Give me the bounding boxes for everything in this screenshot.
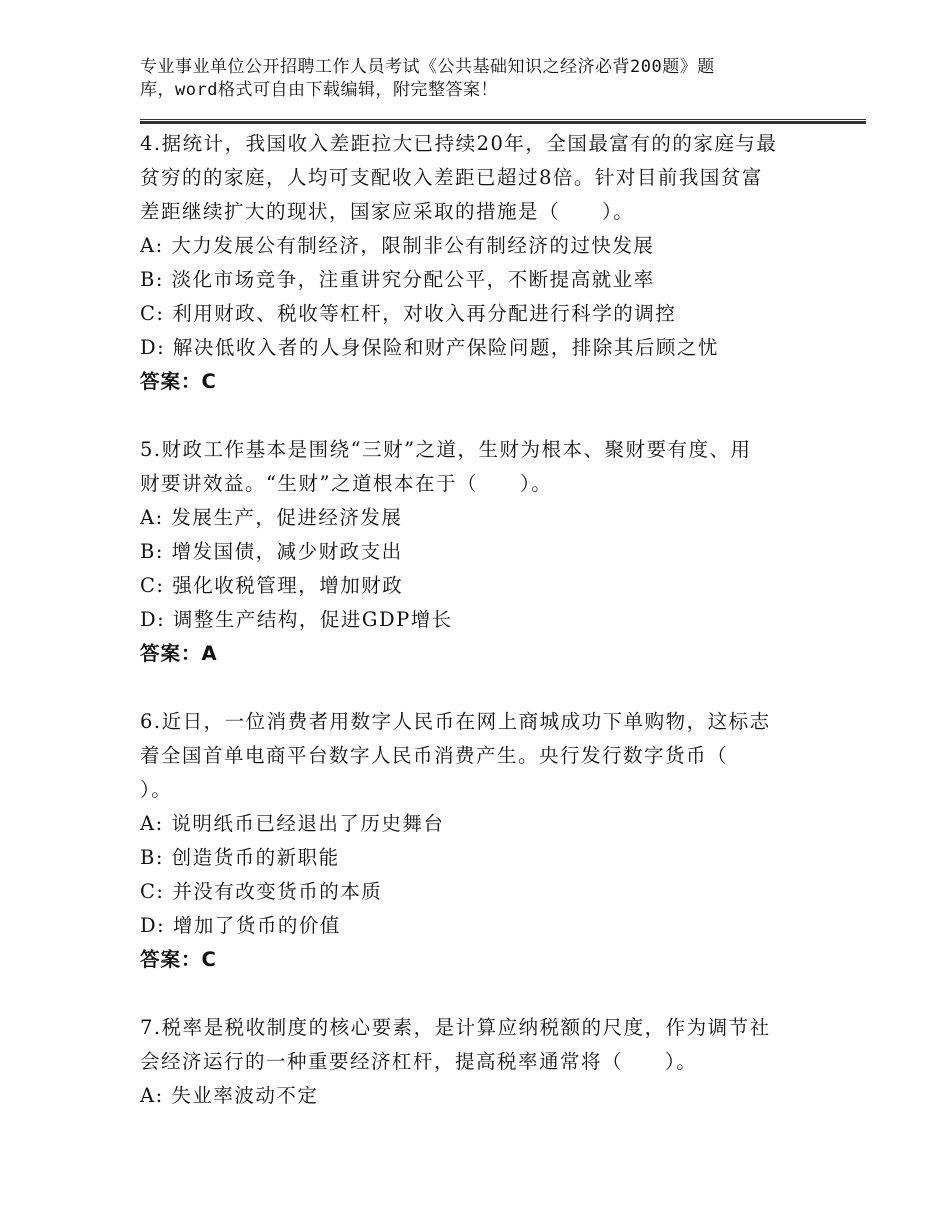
question-text-line: 5.财政工作基本是围绕“三财”之道，生财为根本、聚财要有度、用 — [140, 438, 752, 461]
option-a: A: 说明纸币已经退出了历史舞台 — [140, 812, 445, 835]
option-d: D: 调整生产结构，促进GDP增长 — [140, 608, 453, 631]
option-a: A: 发展生产，促进经济发展 — [140, 506, 403, 529]
question-text-line: 7.税率是税收制度的核心要素，是计算应纳税额的尺度，作为调节社 — [140, 1016, 771, 1039]
page-header — [140, 56, 840, 102]
header-line-1: 专业事业单位公开招聘工作人员考试《公共基础知识之经济必背200题》题 — [140, 57, 715, 77]
question-text-line: 差距继续扩大的现状，国家应采取的措施是（ ）。 — [140, 200, 635, 223]
question-list — [140, 127, 850, 1113]
option-c: C: 利用财政、税收等杠杆，对收入再分配进行科学的调控 — [140, 302, 677, 325]
question-text-line: 着全国首单电商平台数字人民币消费产生。央行发行数字货币（ — [140, 744, 729, 767]
option-c: C: 强化收税管理，增加财政 — [140, 574, 404, 597]
answer-label: 答案：A — [140, 642, 218, 665]
option-a: A: 大力发展公有制经济，限制非公有制经济的过快发展 — [140, 234, 655, 257]
answer-label: 答案：C — [140, 370, 217, 393]
option-d: D: 解决低收入者的人身保险和财产保险问题，排除其后顾之忧 — [140, 336, 719, 359]
question-text-line: 贫穷的的家庭，人均可支配收入差距已超过8倍。针对目前我国贫富 — [140, 166, 763, 189]
header-line-2: 库，word格式可自由下载编辑，附完整答案！ — [140, 80, 498, 100]
question-spacer — [140, 977, 850, 1011]
question-text-line: 4.据统计，我国收入差距拉大已持续20年，全国最富有的的家庭与最 — [140, 132, 778, 155]
question-spacer — [140, 399, 850, 433]
option-c: C: 并没有改变货币的本质 — [140, 880, 383, 903]
option-b: B: 淡化市场竞争，注重讲究分配公平，不断提高就业率 — [140, 268, 655, 291]
question-7 — [140, 1011, 850, 1113]
question-text-line: 会经济运行的一种重要经济杠杆，提高税率通常将（ ）。 — [140, 1050, 698, 1073]
question-6 — [140, 705, 850, 977]
option-d: D: 增加了货币的价值 — [140, 914, 341, 937]
answer-label: 答案：C — [140, 948, 217, 971]
question-text-line: 6.近日，一位消费者用数字人民币在网上商城成功下单购物，这标志 — [140, 710, 771, 733]
option-a: A: 失业率波动不定 — [140, 1084, 319, 1107]
question-spacer — [140, 671, 850, 705]
question-text-line: 财要讲效益。“生财”之道根本在于（ ）。 — [140, 472, 553, 495]
question-5 — [140, 433, 850, 671]
question-text-line: ）。 — [140, 778, 173, 801]
option-b: B: 创造货币的新职能 — [140, 846, 340, 869]
question-4 — [140, 127, 850, 399]
header-divider — [140, 119, 866, 124]
option-b: B: 增发国债，减少财政支出 — [140, 540, 403, 563]
